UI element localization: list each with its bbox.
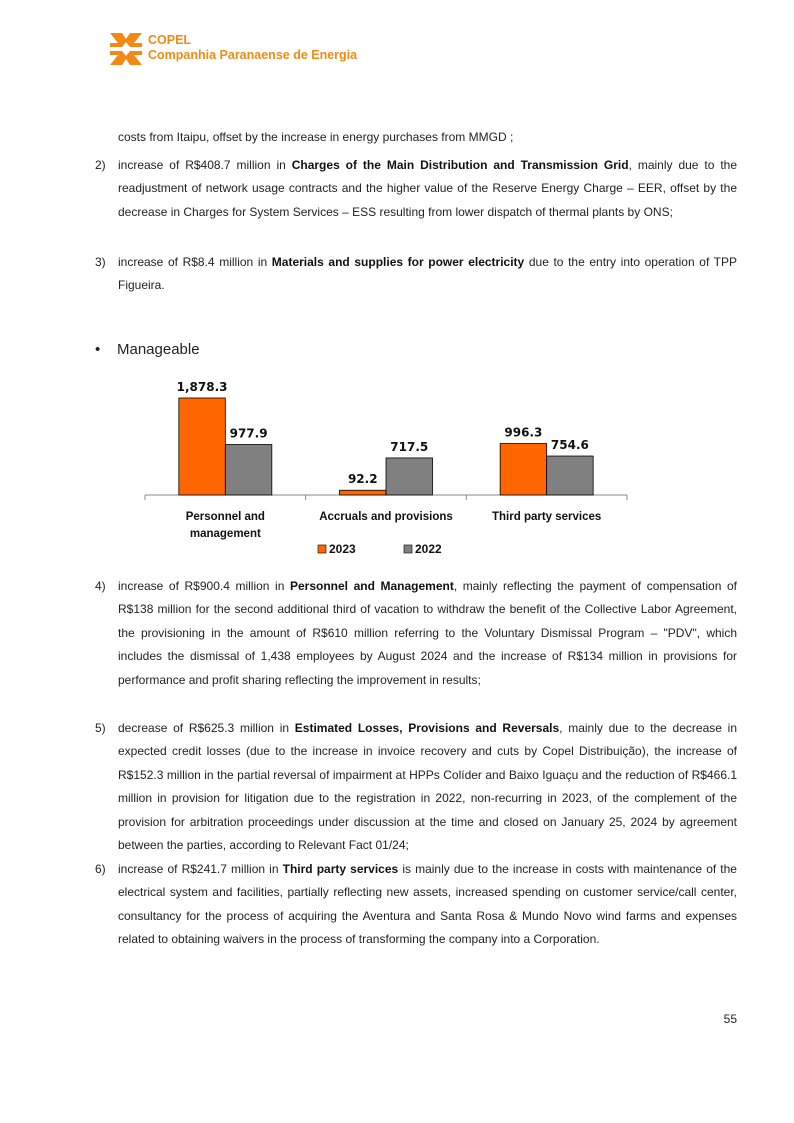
manageable-costs-chart bbox=[0, 370, 794, 570]
item-number: 4) bbox=[95, 579, 106, 593]
item-number: 6) bbox=[95, 862, 106, 876]
bar-2023 bbox=[500, 444, 546, 495]
data-label: 977.9 bbox=[229, 426, 268, 441]
item-6-text: increase of R$241.7 million in Third party services is mainly due to the increase in costs with maintenance of the electrical system and facilities, partially reflecting new assets, increased spending on customer service/call center, consultancy for the process of acquiring the Aventura and Santa Rosa & Mundo Novo wind farms and expenses related to obtaining waivers in the process of transforming the company into a Corporation. bbox=[118, 862, 737, 947]
bar-2022 bbox=[225, 444, 271, 495]
category-label: Accruals and provisions bbox=[319, 511, 453, 523]
logo-name: COPEL bbox=[148, 33, 192, 47]
item-number: 3) bbox=[95, 255, 106, 269]
item-number: 2) bbox=[95, 158, 106, 172]
page-number: 55 bbox=[723, 1012, 737, 1026]
bar-2023 bbox=[179, 398, 226, 495]
legend-swatch-2023 bbox=[318, 545, 326, 553]
data-label: 92.2 bbox=[347, 472, 378, 487]
item-4-text: increase of R$900.4 million in Personnel and Management, mainly reflecting the payment of compensation of R$138 million for the second additional third of vacation to withdraw the benefit of the Collective Labor Agreement, the provisioning in the amount of R$610 million referring to the Voluntary Dismissal Program – "PDV", which includes the dismissal of 1,438 employees by August 2024 and the increase of R$134 million in provisions for performance and profit sharing reflecting the improvement in results; bbox=[118, 579, 737, 687]
item-2-text: increase of R$408.7 million in Charges of the Main Distribution and Transmission Grid, mainly due to the readjustment of network usage contracts and the higher value of the Reserve Energy Charge – EER, offset by the decrease in Charges for System Services – ESS resulting from lower dispatch of thermal plants by ONS; bbox=[118, 158, 738, 219]
item-3-text: increase of R$8.4 million in Materials and supplies for power electricity due to the entry into operation of TPP Figueira. bbox=[118, 255, 738, 293]
data-label: 996.3 bbox=[504, 425, 543, 440]
copel-logo-icon bbox=[108, 31, 144, 67]
legend-label: 2023 bbox=[329, 542, 356, 556]
legend-label: 2022 bbox=[415, 542, 442, 556]
category-label: management bbox=[189, 528, 261, 540]
copel-logo bbox=[108, 31, 368, 67]
bar-2022 bbox=[547, 456, 594, 495]
category-label: Personnel and bbox=[185, 511, 265, 523]
category-label: Third party services bbox=[492, 511, 602, 523]
bar-2022 bbox=[386, 458, 433, 495]
legend-swatch-2022 bbox=[404, 545, 412, 553]
logo-company: Companhia Paranaense de Energia bbox=[148, 48, 358, 62]
data-label: 717.5 bbox=[390, 439, 429, 454]
item-number: 5) bbox=[95, 721, 106, 735]
data-label: 1,878.3 bbox=[176, 380, 228, 394]
item-1-continuation: costs from Itaipu, offset by the increase in energy purchases from MMGD ; bbox=[118, 130, 514, 144]
bar-2023 bbox=[340, 490, 387, 495]
bullet-icon: • bbox=[95, 341, 101, 358]
item-5-text: decrease of R$625.3 million in Estimated Losses, Provisions and Reversals, mainly due to the decrease in expected credit losses (due to the increase in invoice recovery and cuts by Copel Distribuição), the increase of R$152.3 million in the partial reversal of impairment at HPPs Colíder and Baixo Iguaçu and the reduction of R$466.1 million in provision for litigation due to the registration in 2022, non-recurring in 2023, of the complement of the provision for arbitration proceedings under discussion at the time and closed on January 25, 2024 by agreement between the parties, according to Relevant Fact 01/24; bbox=[118, 721, 737, 853]
section-title: Manageable bbox=[117, 341, 200, 358]
data-label: 754.6 bbox=[550, 438, 589, 453]
